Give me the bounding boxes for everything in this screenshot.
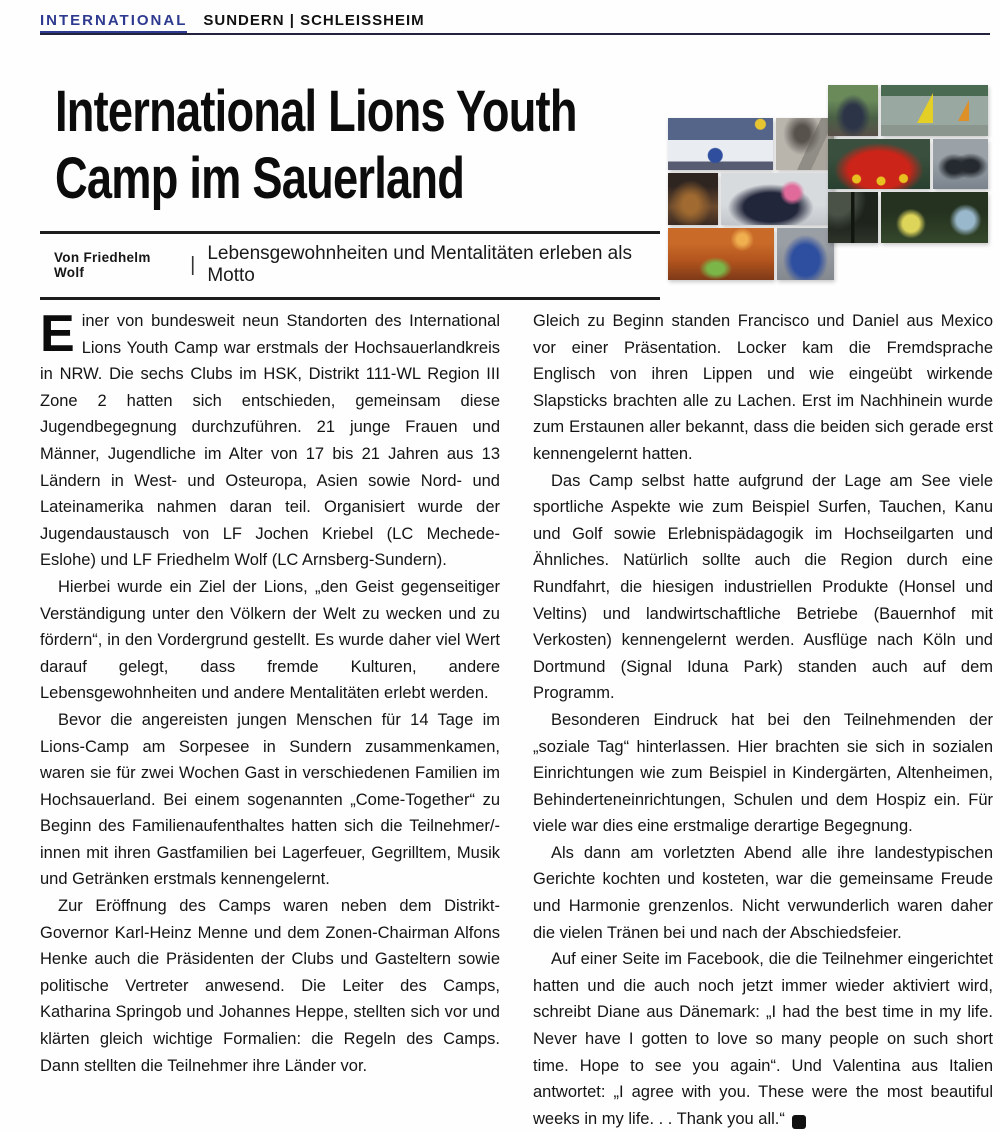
paragraph: Hierbei wurde ein Ziel der Lions, „den Geist gegenseitiger Verständigung unter den Völkern der Welt zu wecken und zu fördern“, in den Vordergrund gestellt. Es wurde daher viel Wert darauf gelegt, dass fremde Kulturen, andere Lebensgewohnheiten und andere Mentalitäten erlebt werden.	[40, 577, 500, 703]
byline-bar	[40, 231, 660, 300]
photo-forest-walk	[828, 85, 878, 136]
location-label: SUNDERN | SCHLEISSHEIM	[203, 12, 425, 29]
photo-collage-right	[828, 85, 988, 243]
byline-author: Von Friedhelm Wolf	[54, 250, 151, 280]
photo-high-ropes	[828, 192, 878, 243]
photo-blue-jackets	[777, 228, 834, 280]
paragraph	[40, 305, 500, 574]
photo-two-girls	[721, 173, 834, 225]
paragraph: Das Camp selbst hatte aufgrund der Lage am See viele sportliche Aspekte wie zum Beispiel Surfen, Tauchen, Kanu und Golf sowie Erlebnispädagogik im Hochseilgarten und Ähnliches. Natürlich sollte auch die Region durch eine Rundfahrt, die hiesigen industriellen Produkte (Honsel und Veltins) und landwirtschaftliche Betriebe (Bauernhof mit Verkosten) kennengelernt werden. Ausflüge nach Köln und Dortmund (Signal Iduna Park) standen auch auf dem Programm.	[533, 471, 993, 703]
paragraph: Zur Eröffnung des Camps waren neben dem Distrikt-Governor Karl-Heinz Menne und dem Zonen-Chairman Alfons Henke auch die Präsidenten der Clubs und Gasteltern sowie politische Vertreter anwesend. Die Leiter des Camps, Katharina Springob und Johannes Heppe, stellten sich vor und klärten gleich wichtige Formalien: die Regeln des Camps. Dann stellten die Teilnehmer ihre Länder vor.	[40, 897, 500, 1075]
photo-group-banner	[668, 118, 773, 170]
lions-end-mark-icon: L	[792, 1115, 806, 1129]
article-headline	[55, 78, 601, 212]
photo-windsurfing	[881, 85, 988, 136]
photo-wall-logo	[776, 118, 834, 170]
paragraph: Bevor die angereisten jungen Menschen für 14 Tage im Lions-Camp am Sorpesee in Sundern zusammenkamen, waren sie für zwei Wochen Gast in verschiedenen Familien im Hochsauerland. Bei einem sogenannten „Come-Together“ zu Beginn des Familienaufenthaltes hatten sich die Teilnehmer/-innen mit ihren Gastfamilien bei Lagerfeuer, Gegrilltem, Musik und Getränken erstmals kennengelernt.	[40, 710, 500, 889]
byline-subtitle: Lebensgewohnheiten und Mentalitäten erleben als Motto	[207, 243, 632, 286]
photo-archery	[881, 192, 988, 243]
paragraph: Gleich zu Beginn standen Francisco und Daniel aus Mexico vor einer Präsentation. Locker kam die Fremdsprache Englisch von ihren Lippen und wie eingeübt wirkende Slapsticks brachten alle zu Lachen. Erst im Nachhinein wurde zum Erstaunen aller bekannt, dass die beiden sich gerade erst kennengelernt hatten.	[533, 312, 993, 463]
paragraph: Als dann am vorletzten Abend alle ihre landestypischen Gerichte kochten und kosteten, war die gemeinsame Freude und Harmonie grenzenlos. Nicht verwunderlich waren daher die vielen Tränen bei und nach der Abschiedsfeier.	[533, 843, 993, 942]
headline-line-2: Camp im Sauerland	[55, 146, 465, 211]
photo-church	[668, 173, 718, 225]
right-column	[533, 308, 993, 1132]
section-label: INTERNATIONAL	[40, 12, 187, 33]
photo-canoe	[828, 139, 930, 190]
paragraph-text: iner von bundesweit neun Standorten des International Lions Youth Camp war erstmals der Hochsauerlandkreis in NRW. Die sechs Clubs im HSK, Distrikt 111-WL Region III Zone 2 hatten sich entschieden, gemeinsam diese Jugendbegegnung durchzuführen. 21 junge Frauen und Männer, Jugendliche im Alter von 17 bis 21 Jahren aus 13 Ländern in West- und Osteuropa, Asien sowie Nord- und Lateinamerika nahmen daran teil. Organisiert wurde der Jugendaustausch von LF Jochen Kriebel (LC Mechede-Eslohe) und LF Friedhelm Wolf (LC Arnsberg-Sundern).	[40, 312, 500, 570]
article-body	[40, 305, 993, 1132]
photo-divers	[933, 139, 988, 190]
paragraph: Besonderen Eindruck hat bei den Teilnehmenden der „soziale Tag“ hinterlassen. Hier brachten sie sich in sozialen Einrichtungen wie zum Beispiel in Kindergärten, Altenheimen, Behinderteneinrichtungen, Schulen und dem Hospiz ein. Für viele war dies eine erstmalige derartige Begegnung.	[533, 710, 993, 836]
page-header	[40, 12, 990, 35]
photo-collage-left	[668, 118, 834, 280]
drop-cap: E	[40, 305, 75, 363]
photo-party	[668, 228, 774, 280]
paragraph	[533, 946, 993, 1132]
headline-line-1: International Lions Youth	[55, 79, 577, 144]
paragraph-text: Auf einer Seite im Facebook, die die Teilnehmer eingerichtet hatten und die auch noch jetzt immer wieder aktiviert wird, schreibt Diane aus Dänemark: „I had the best time in my life. Never have I gotten to love so many people on such short time. Hope to see you again“. Und Valentina aus Italien antwortet: „I agree with you. These were the most beautiful weeks in my life. . . Thank you all.“	[533, 950, 993, 1128]
byline-separator: |	[190, 254, 196, 276]
left-column	[40, 305, 500, 1132]
